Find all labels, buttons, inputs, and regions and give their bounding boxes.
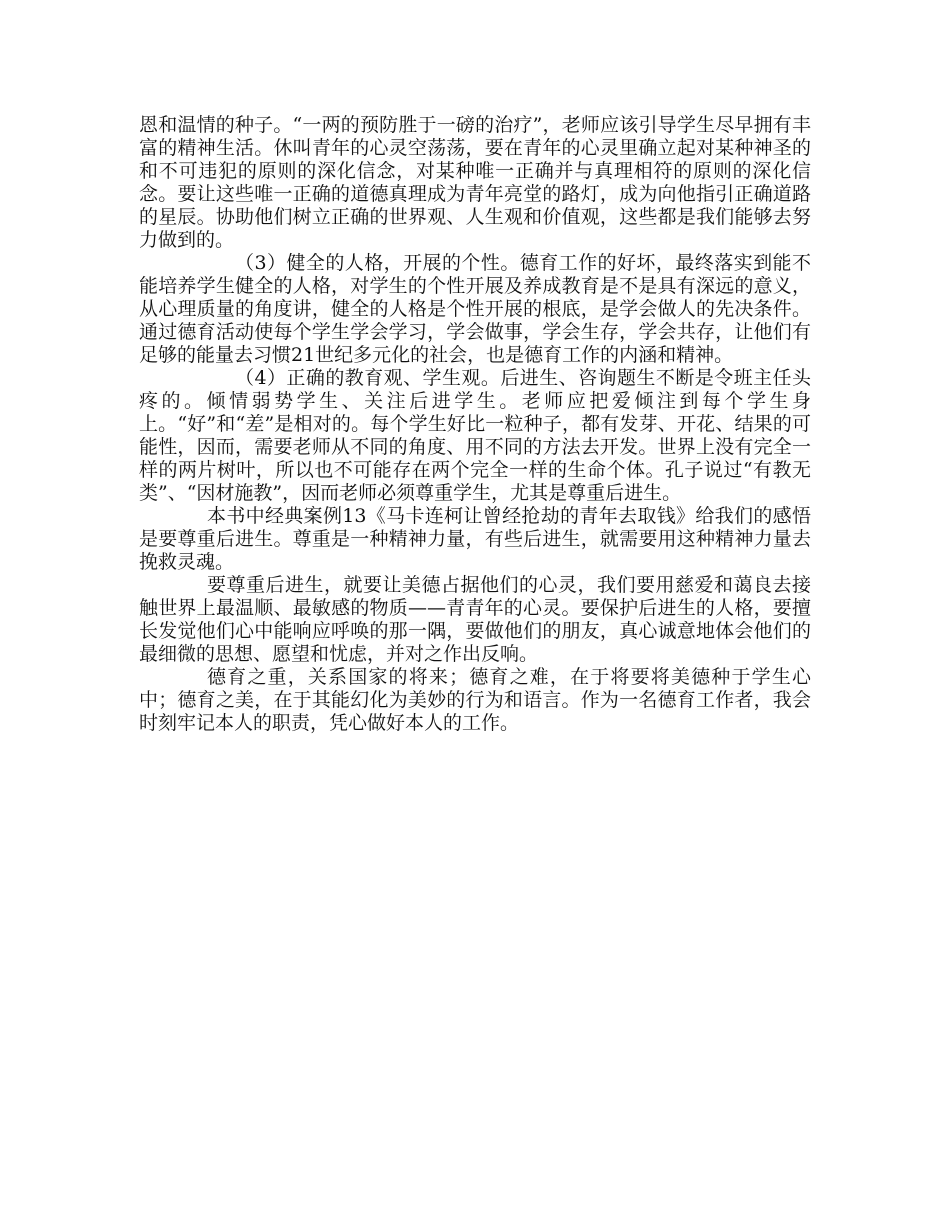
paragraph-conclusion: 德育之重，关系国家的将来；德育之难，在于将要将美德种于学生心中；德育之美，在于其能幻化为美妙的行为和语言。作为一名德育工作者，我会时刻牢记本人的职责，凭心做好本人的工作。 bbox=[139, 666, 811, 734]
paragraph-education-view: （4）正确的教育观、学生观。后进生、咨询题生不断是令班主任头疼的。倾情弱势学生、关注后进学生。老师应把爱倾注到每个学生身上。“好”和“差”是相对的。每个学生好比一粒种子，都有发芽、开花、结果的可能性，因而，需要老师从不同的角度、用不同的方法去开发。世界上没有完全一样的两片树叶，所以也不可能存在两个完全一样的生命个体。孔子说过“有教无类”、“因材施教”，因而老师必须尊重学生，尤其是尊重后进生。 bbox=[139, 367, 811, 504]
document-body bbox=[139, 114, 811, 735]
paragraph-case-13: 本书中经典案例13《马卡连柯让曾经抢劫的青年去取钱》给我们的感悟是要尊重后进生。尊重是一种精神力量，有些后进生，就需要用这种精神力量去挽救灵魂。 bbox=[139, 505, 811, 573]
paragraph-healthy-personality: （3）健全的人格，开展的个性。德育工作的好坏，最终落实到能不能培养学生健全的人格，对学生的个性开展及养成教育是不是具有深远的意义，从心理质量的角度讲，健全的人格是个性开展的根底，是学会做人的先决条件。通过德育活动使每个学生学会学习，学会做事，学会生存，学会共存，让他们有足够的能量去习惯21世纪多元化的社会，也是德育工作的内涵和精神。 bbox=[139, 252, 811, 366]
paragraph-continuation: 恩和温情的种子。“一两的预防胜于一磅的治疗”，老师应该引导学生尽早拥有丰富的精神生活。休叫青年的心灵空荡荡，要在青年的心灵里确立起对某种神圣的和不可违犯的原则的深化信念，对某种唯一正确并与真理相符的原则的深化信念。要让这些唯一正确的道德真理成为青年亮堂的路灯，成为向他指引正确道路的星辰。协助他们树立正确的世界观、人生观和价值观，这些都是我们能够去努力做到的。 bbox=[139, 114, 811, 251]
paragraph-respect-students: 要尊重后进生，就要让美德占据他们的心灵，我们要用慈爱和蔼良去接触世界上最温顺、最敏感的物质——青青年的心灵。要保护后进生的人格，要擅长发觉他们心中能响应呼唤的那一隅，要做他们的朋友，真心诚意地体会他们的最细微的思想、愿望和忧虑，并对之作出反响。 bbox=[139, 574, 811, 665]
